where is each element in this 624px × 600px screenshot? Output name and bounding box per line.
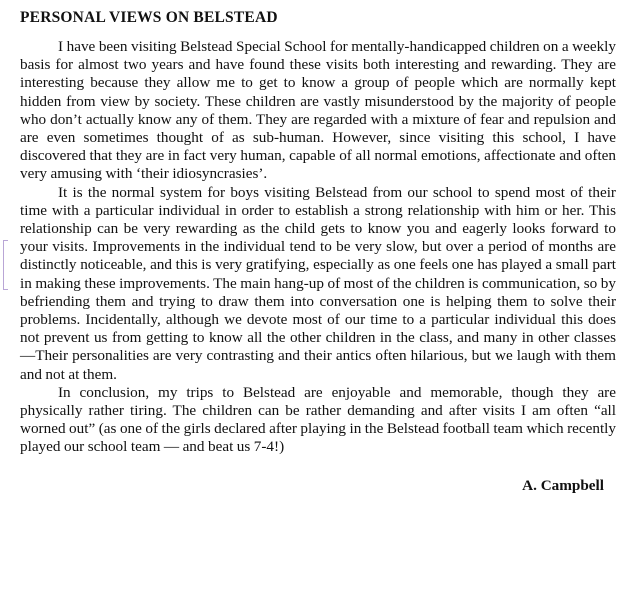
margin-bracket-mark	[3, 240, 8, 290]
article-title: PERSONAL VIEWS ON BELSTEAD	[20, 9, 278, 26]
article-paragraph-3: In conclusion, my trips to Belstead are enjoyable and memorable, though they are physically rather tiring. The children can be rather demanding and after visits I am often “all worned out” (as one of the girls declared after playing in the Belstead football team which recently played our school team — and beat us 7-4!)	[20, 383, 616, 456]
author-signature: A. Campbell	[522, 476, 604, 494]
article-paragraph-1: I have been visiting Belstead Special School for mentally-handicapped children on a weekly basis for almost two years and have found these visits both interesting and rewarding. They are interesting because they allow me to get to know a group of people which are normally kept hidden from view by society. These children are vastly misunderstood by the majority of people who don’t actually know any of them. They are regarded with a mixture of fear and repulsion and are even sometimes thought of as sub-human. However, since visiting this school, I have discovered that they are in fact very human, capable of all normal emotions, affectionate and often very amusing with ‘their idiosyncrasies’.	[20, 38, 616, 183]
article-paragraph-2: It is the normal system for boys visiting Belstead from our school to spend most of their time with a particular individual in order to establish a strong relationship with him or her. This relationship can be very rewarding as the child gets to know you and eagerly looks forward to your visits. Improvements in the individual tend to be very slow, but over a period of months are distinctly noticeable, and this is very gratifying, especially as one feels one has played a small part in making these improvements. The main hang-up of most of the children is communication, so by befriending them and trying to draw them into conversation one is helping them to solve their problems. Incidentally, although we devote most of our time to a particular individual this does not prevent us from getting to know all the other children in the class, and many in other classes —Their personalities are very contrasting and their antics often hilarious, but we laugh with them and not at them.	[20, 183, 616, 383]
article	[20, 8, 616, 495]
